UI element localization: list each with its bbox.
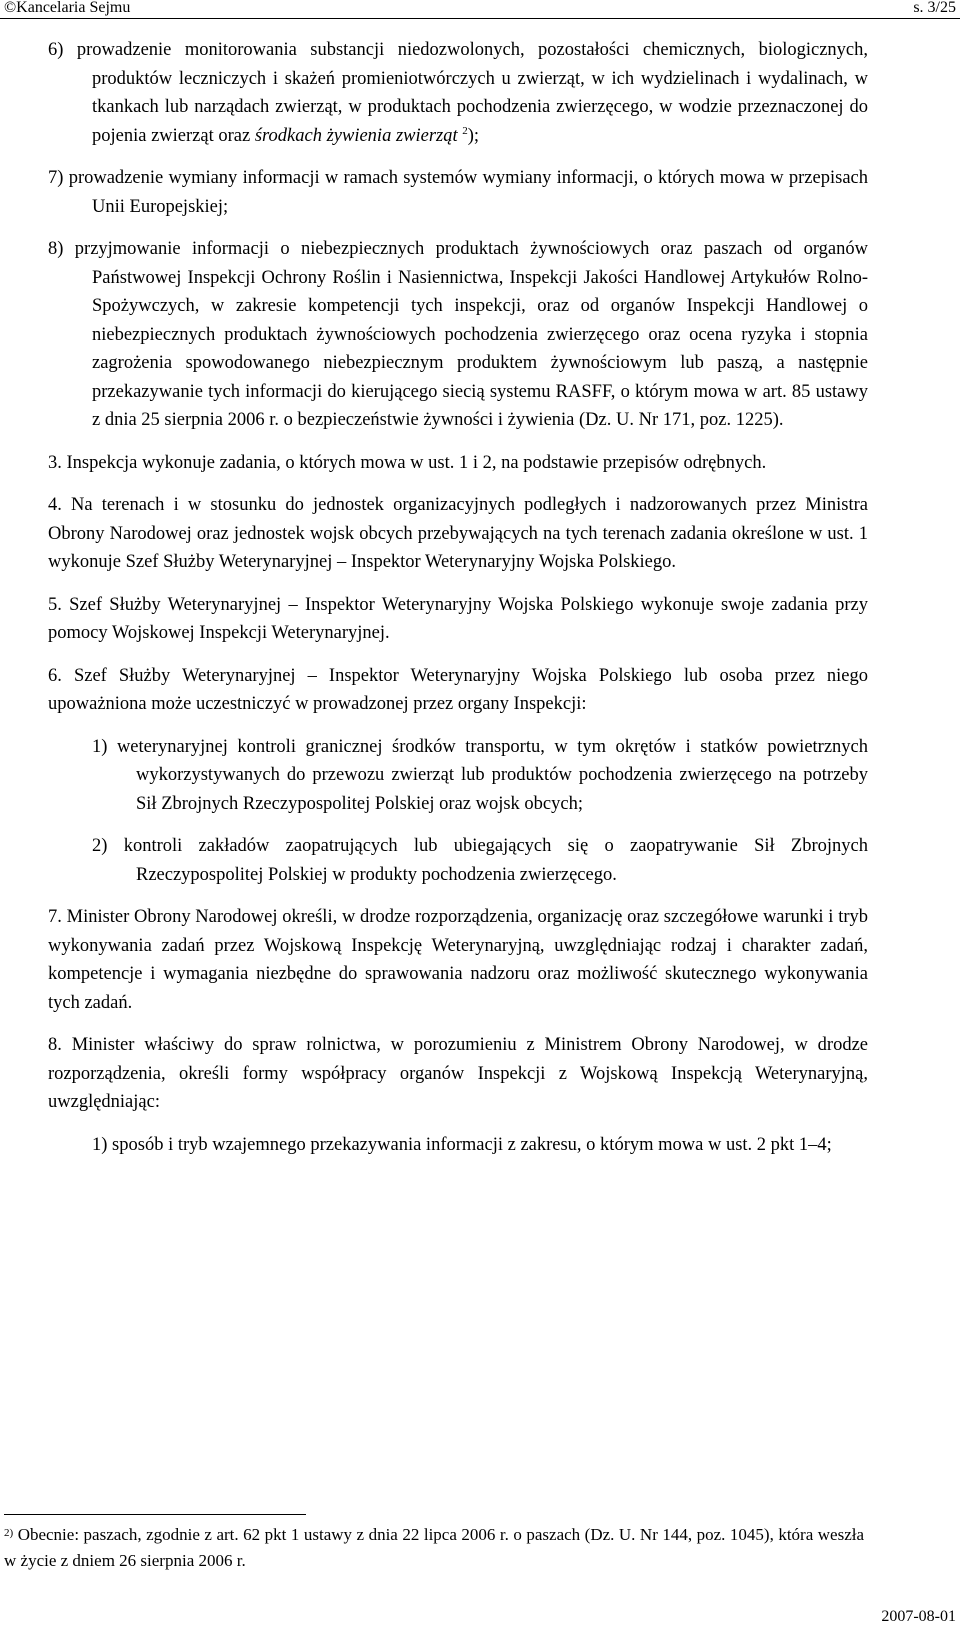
footnote-separator [4,1514,306,1515]
point-text: prowadzenie monitorowania substancji niedozwolonych, pozostałości chemicznych, biologicznych, produktów leczniczych i skażeń promieniotwórczych u zwierząt, w ich wydzielinach i wydalinach, w tkankach lub narządach zwierząt, w produktach pochodzenia zwierzęcego, w wodzie przeznaczonej do pojenia zwierząt oraz [76,40,869,146]
footnote-ref[interactable]: 2 [462,124,468,137]
document-body [48,36,868,1173]
copyright-label: ©Kancelaria Sejmu [4,0,131,16]
point-text: weterynaryjnej kontroli granicznej środków transportu, w tym okrętów i statków powietrznych wykorzystywanych do przewozu zwierząt lub produktów pochodzenia zwierzęcego na potrzeby Sił Zbrojnych Rzeczypospolitej Polskiej oraz wojsk obcych; [116,736,869,814]
section-3: 3. Inspekcja wykonuje zadania, o których mowa w ust. 1 i 2, na podstawie przepisów odrębnych. [48,452,767,473]
header-rule [0,18,960,19]
page-header [0,0,960,20]
section-8-point-1 [92,1131,868,1160]
point-text: przyjmowanie informacji o niebezpiecznych produktach żywnościowych oraz paszach od organów Państwowej Inspekcji Ochrony Roślin i Nasiennictwa, Inspekcji Jakości Handlowej Artykułów Rolno-Spożywczych, w zakresie kompetencji tych inspekcji, oraz od organów Inspekcji Handlowej o niebezpiecznych produktach żywnościowych pochodzenia zwierzęcego oraz ocena ryzyka i stopnia zagrożenia spowodowanego niebezpiecznym produktem żywnościowym lub paszą, a następnie przekazywanie tych informacji do kierującego siecią systemu RASFF, o którym mowa w art. 85 ustawy z dnia 25 sierpnia 2006 r. o bezpieczeństwie żywności i żywienia (Dz. U. Nr 171, poz. 1225). [74,239,869,430]
section-7: 7. Minister Obrony Narodowej określi, w drodze rozporządzenia, organizację oraz szczegółowe warunki i tryb wykonywania zadań przez Wojskową Inspekcję Weterynaryjną, uwzględniając rodzaj i charakter zadań, kompetencje i wymagania niezbędne do sprawowania nadzoru oraz możliwość skutecznego wykonywania tych zadań. [48,907,868,1013]
point-number: 8) [48,239,64,259]
section-6-point-2 [92,832,868,889]
italic-term: środkach żywienia zwierząt [254,125,458,146]
section-6-point-1 [92,733,868,819]
footnote-text: Obecnie: paszach, zgodnie z art. 62 pkt 1 ustawy z dnia 22 lipca 2006 r. o paszach (Dz. U. Nr 144, poz. 1045), która weszła w życie z dniem 26 sierpnia 2006 r. [4,1525,865,1570]
point-text: prowadzenie wymiany informacji w ramach systemów wymiany informacji, o których mowa w przepisach Unii Europejskiej; [68,168,868,217]
footnote-mark: 2) [4,1527,14,1539]
section-4: 4. Na terenach i w stosunku do jednostek organizacyjnych podległych i nadzorowanych przez Ministra Obrony Narodowej oraz jednostek wojsk obcych przebywających na tych terenach zadania określone w ust. 1 wykonuje Szef Służby Weterynaryjnej – Inspektor Weterynaryjny Wojska Polskiego. [48,495,868,572]
point-8 [48,235,868,435]
page-number: s. 3/25 [913,0,956,16]
section-5: 5. Szef Służby Weterynaryjnej – Inspektor Weterynaryjny Wojska Polskiego wykonuje swoje zadania przy pomocy Wojskowej Inspekcji Weterynaryjnej. [48,594,868,643]
point-number: 2) [92,836,108,856]
point-number: 1) [92,736,108,757]
point-number: 1) [92,1134,108,1155]
point-7 [48,164,868,221]
section-8: 8. Minister właściwy do spraw rolnictwa, w porozumieniu z Ministrem Obrony Narodowej, w drodze rozporządzenia, określi formy współpracy organów Inspekcji z Wojskową Inspekcją Weterynaryjną, uwzględniając: [48,1035,868,1112]
footnote [4,1522,864,1574]
point-text: sposób i tryb wzajemnego przekazywania informacji z zakresu, o którym mowa w ust. 2 pkt 1–4; [112,1134,832,1155]
footer-date: 2007-08-01 [881,1608,956,1625]
point-text: kontroli zakładów zaopatrujących lub ubiegających się o zaopatrywanie Sił Zbrojnych Rzeczypospolitej Polskiej w produkty pochodzenia zwierzęcego. [123,836,868,885]
point-number: 6) [48,40,64,60]
point-6 [48,36,868,150]
point-text-end: ); [467,125,480,146]
section-6: 6. Szef Służby Weterynaryjnej – Inspektor Weterynaryjny Wojska Polskiego lub osoba przez niego upoważniona może uczestniczyć w prowadzonej przez organy Inspekcji: [48,665,868,714]
point-number: 7) [48,168,64,188]
